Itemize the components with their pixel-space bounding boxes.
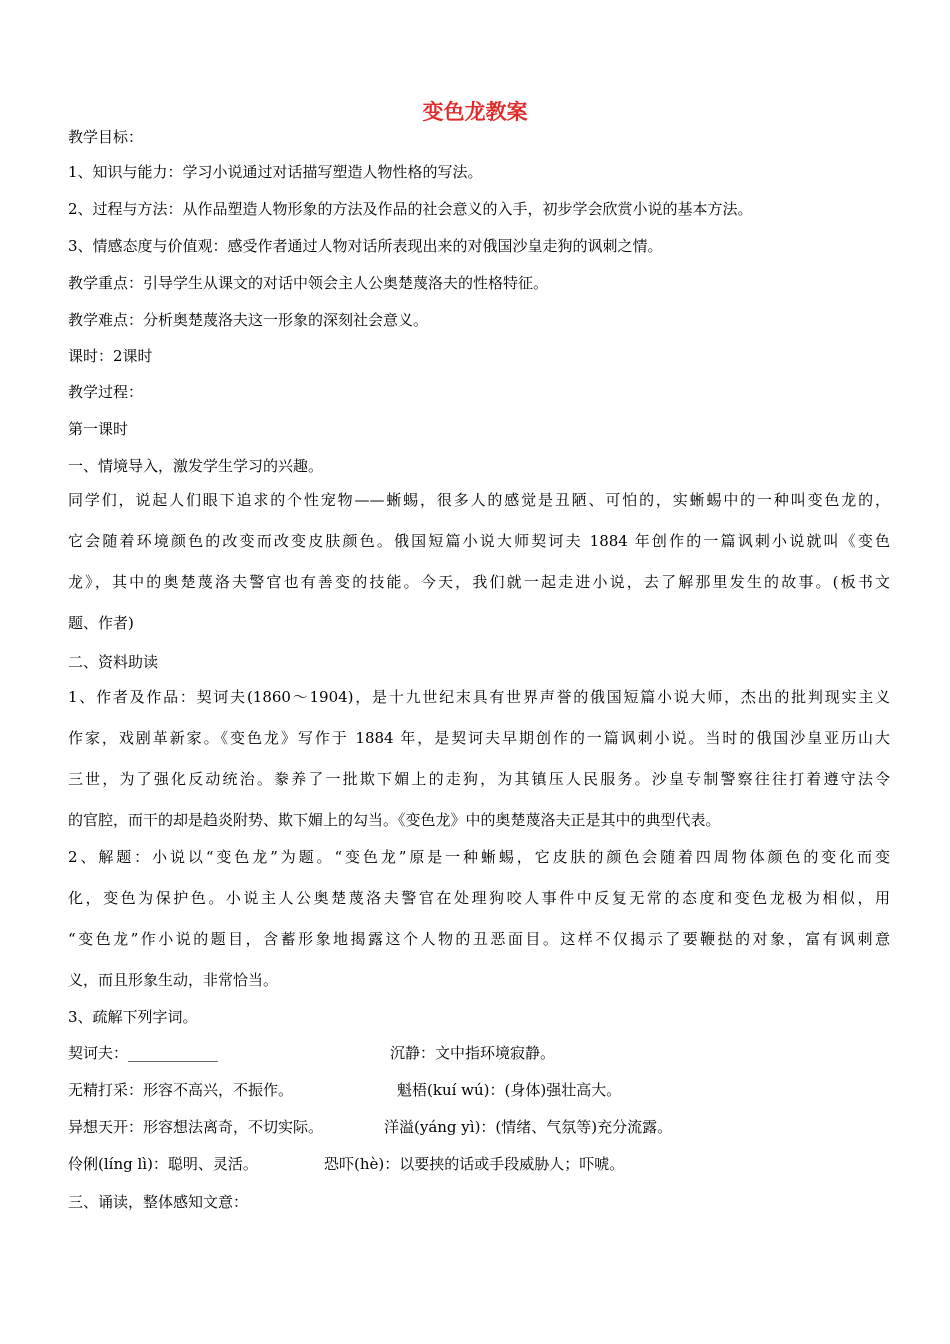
goal-process: 2、过程与方法：从作品塑造人物形象的方法及作品的社会意义的入手，初步学会欣赏小说的基本方法。	[68, 200, 753, 218]
class-hours: 课时：2课时	[68, 347, 153, 365]
vocab-heading: 3、疏解下列字词。	[68, 1008, 198, 1026]
goal-emotion: 3、情感态度与价值观：感受作者通过人物对话所表现出来的对俄国沙皇走狗的讽刺之情。	[68, 237, 663, 255]
vocab-term: 魁梧(kuí wú)：(身体)强壮高大。	[397, 1081, 622, 1099]
paragraph-line: 义，而且形象生动，非常恰当。	[68, 971, 279, 989]
paragraph-line: 它会随着环境颜色的改变而改变皮肤颜色。俄国短篇小说大师契诃夫 1884 年创作的一篇讽刺小说就叫《变色	[68, 532, 890, 550]
paragraph-line: 的官腔，而干的却是趋炎附势、欺下媚上的勾当。《变色龙》中的奥楚蔑洛夫正是其中的典型代表。	[68, 811, 721, 829]
paragraph-line: 龙》，其中的奥楚蔑洛夫警官也有善变的技能。今天，我们就一起走进小说，去了解那里发生的故事。(板书文	[68, 573, 890, 591]
author-paragraph	[68, 686, 890, 831]
vocab-term: 契诃夫：____________	[68, 1044, 219, 1062]
paragraph-line: 2、解题：小说以“变色龙”为题。“变色龙”原是一种蜥蜴，它皮肤的颜色会随着四周物体颜色的变化而变	[68, 848, 890, 866]
vocab-term: 洋溢(yáng yì)：(情绪、气氛等)充分流露。	[384, 1118, 673, 1136]
paragraph-line: 三世，为了强化反动统治。豢养了一批欺下媚上的走狗，为其镇压人民服务。沙皇专制警察往往打着遵守法令	[68, 770, 890, 788]
vocab-term: 异想天开：形容想法离奇，不切实际。	[68, 1118, 324, 1136]
section-one-heading: 一、情境导入，激发学生学习的兴趣。	[68, 457, 324, 475]
paragraph-line: “变色龙”作小说的题目，含蓄形象地揭露这个人物的丑恶面目。这样不仅揭示了要鞭挞的对象，富有讽刺意	[68, 930, 890, 948]
intro-paragraph	[68, 489, 890, 634]
title-explanation-paragraph	[68, 846, 890, 991]
vocab-term: 伶俐(líng lì)：聪明、灵活。	[68, 1155, 258, 1173]
process-heading: 教学过程：	[68, 383, 144, 401]
vocab-term: 恐吓(hè)：以要挟的话或手段威胁人；吓唬。	[324, 1155, 625, 1173]
paragraph-line: 1、作者及作品：契诃夫(1860～1904)，是十九世纪末具有世界声誉的俄国短篇小说大师，杰出的批判现实主义	[68, 688, 890, 706]
goals-heading: 教学目标：	[68, 128, 144, 146]
vocab-term: 沉静：文中指环境寂静。	[390, 1044, 556, 1062]
vocab-term: 无精打采：形容不高兴，不振作。	[68, 1081, 294, 1099]
paragraph-line: 题、作者)	[68, 614, 134, 632]
section-two-heading: 二、资料助读	[68, 653, 159, 671]
paragraph-line: 同学们，说起人们眼下追求的个性宠物——蜥蜴，很多人的感觉是丑陋、可怕的，实蜥蜴中的一种叫变色龙的，	[68, 491, 890, 509]
paragraph-line: 化，变色为保护色。小说主人公奥楚蔑洛夫警官在处理狗咬人事件中反复无常的态度和变色龙极为相似，用	[68, 889, 890, 907]
paragraph-line: 作家，戏剧革新家。《变色龙》写作于 1884 年，是契诃夫早期创作的一篇讽刺小说。当时的俄国沙皇亚历山大	[68, 729, 890, 747]
lesson-one-heading: 第一课时	[68, 420, 129, 438]
section-three-heading: 三、诵读，整体感知文意：	[68, 1193, 249, 1211]
key-point: 教学重点：引导学生从课文的对话中领会主人公奥楚蔑洛夫的性格特征。	[68, 274, 549, 292]
document-title: 变色龙教案	[422, 100, 528, 124]
goal-knowledge: 1、知识与能力：学习小说通过对话描写塑造人物性格的写法。	[68, 163, 483, 181]
difficulty: 教学难点：分析奥楚蔑洛夫这一形象的深刻社会意义。	[68, 311, 429, 329]
